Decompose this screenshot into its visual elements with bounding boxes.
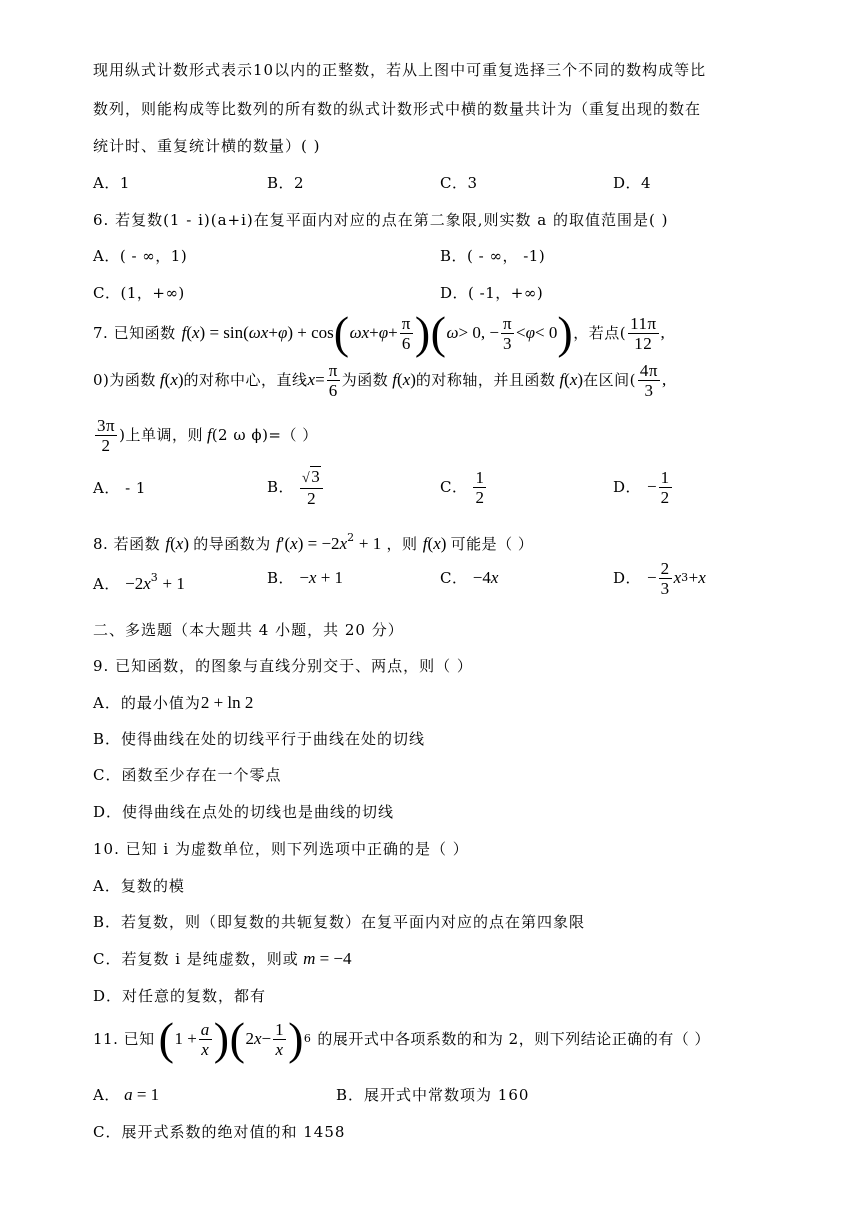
text-line: 数列，则能构成等比数列的所有数的纵式计数形式中横的数量共计为（重复出现的数在 <box>93 100 702 118</box>
option-d: D．4 <box>613 174 652 192</box>
question-7: 7. 已知函数 f ( x ) = sin( ωx + φ ) + cos ( ωx + φ + $\frac{\pi}{6}$ )( ω > 0, − $\frac{\pi}{3}$ < φ < 0 ) ，若点( $\frac{11\pi}{12}$ , <box>93 307 665 358</box>
option-b: B．( - ∞， -1) <box>440 247 546 265</box>
option-a: A．复数的模 <box>93 877 185 895</box>
question-7-line-2: 0)为函数 f ( x ) 的对称中心，直线 x = $\frac{\pi}{6}$ 为函数 f ( x ) 的对称轴，并且函数 f ( x ) 在区间( $\frac{4\pi}{3}$ , <box>93 360 667 400</box>
question-10: 10. 已知 i 为虚数单位，则下列选项中正确的是（ ） <box>93 840 469 858</box>
option-c: C． $\frac{1}{2}$ <box>440 467 485 507</box>
q7-after: ，若点( <box>573 324 627 342</box>
question-11: 11. 已知 ( 1 + $\frac{a}{x}$ )( 2 x − $\frac{1}{x}$ ) 6 的展开式中各项系数的和为 2，则下列结论正确的有（ ） <box>93 1013 710 1064</box>
option-b: B．使得曲线在处的切线平行于曲线在处的切线 <box>93 730 426 748</box>
question-9: 9. 已知函数，的图象与直线分别交于、两点，则（ ） <box>93 657 473 675</box>
option-a: A． a = 1 <box>93 1085 160 1104</box>
option-c: C．函数至少存在一个零点 <box>93 766 282 784</box>
question-8: 8. 若函数 f(x) 的导函数为 $f'(x) = -2x^2 + 1$ ，则 f(x) 可能是（ ） <box>93 531 534 553</box>
option-a: A．的最小值为2 + ln 2 <box>93 693 254 712</box>
q7-prefix: 7. 已知函数 <box>93 324 176 342</box>
option-a: A． - 1 <box>93 479 146 497</box>
option-d: D． − $\frac{2}{3}$ x 3 + x <box>613 558 706 598</box>
option-b: B．若复数，则（即复数的共轭复数）在复平面内对应的点在第四象限 <box>93 913 586 931</box>
option-c: C．若复数 i 是纯虚数，则或 m = −4 <box>93 949 352 968</box>
option-b: B．2 <box>267 174 305 192</box>
section-heading: 二、多选题（本大题共 4 小题，共 20 分） <box>93 621 404 639</box>
option-b: B． $\frac{√3}{2}$ <box>267 464 325 510</box>
option-d: D．对任意的复数，都有 <box>93 987 267 1005</box>
option-c: C．展开式系数的绝对值的和 1458 <box>93 1123 346 1141</box>
option-d: D．使得曲线在点处的切线也是曲线的切线 <box>93 803 395 821</box>
question-6: 6. 若复数(1 - i)(a+i)在复平面内对应的点在第二象限,则实数 a 的取值范围是( ) <box>93 211 669 229</box>
option-c: C．3 <box>440 174 478 192</box>
option-a: A．( - ∞，1) <box>93 247 188 265</box>
text-line: 统计时、重复统计横的数量）( ) <box>93 137 321 155</box>
text-line: 现用纵式计数形式表示10以内的正整数，若从上图中可重复选择三个不同的数构成等比 <box>93 61 707 79</box>
option-d: D． − $\frac{1}{2}$ <box>613 467 670 507</box>
question-7-line-3: $\frac{3\pi}{2}$ )上单调，则 f (2 ω ϕ)=（ ） <box>97 415 318 455</box>
option-a: A．1 <box>93 174 130 192</box>
option-b: B．展开式中常数项为 160 <box>336 1086 530 1104</box>
option-c: C．(1，+∞) <box>93 284 185 302</box>
option-a: A． $-2x^3 + 1$ <box>93 571 185 593</box>
option-b: B． −x + 1 <box>267 568 344 587</box>
option-d: D．( -1，+∞) <box>440 284 544 302</box>
math-expression: f <box>181 323 187 342</box>
option-c: C． −4x <box>440 568 499 587</box>
